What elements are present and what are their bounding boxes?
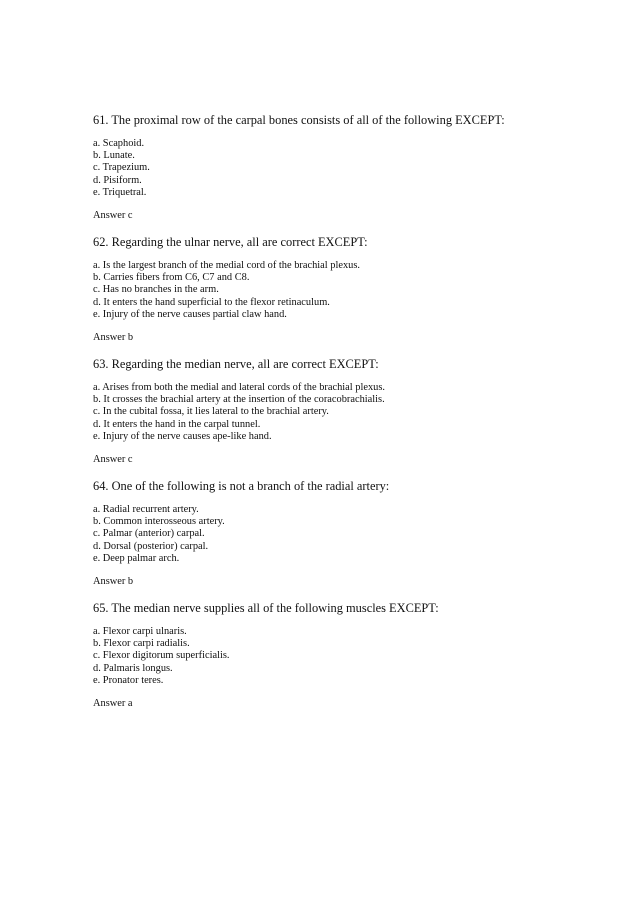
question-text: 65. The median nerve supplies all of the following muscles EXCEPT:: [93, 601, 439, 616]
answer-text: Answer c: [93, 210, 133, 222]
question-63: [93, 357, 593, 466]
option-item: e. Deep palmar arch.: [93, 552, 180, 564]
document-page: [93, 113, 593, 710]
option-item: b. Carries fibers from C6, C7 and C8.: [93, 272, 250, 284]
option-item: d. Palmaris longus.: [93, 662, 173, 674]
question-64: [93, 479, 593, 588]
option-item: d. Dorsal (posterior) carpal.: [93, 540, 209, 552]
option-item: c. Trapezium.: [93, 162, 150, 174]
option-item: a. Radial recurrent artery.: [93, 504, 199, 516]
answer-text: Answer c: [93, 454, 133, 466]
answer-text: Answer b: [93, 332, 134, 344]
question-65: [93, 601, 593, 710]
option-item: c. Flexor digitorum superficialis.: [93, 650, 230, 662]
question-text: 64. One of the following is not a branch of the radial artery:: [93, 479, 390, 494]
options-list: [93, 382, 593, 443]
option-item: a. Arises from both the medial and lateral cords of the brachial plexus.: [93, 382, 385, 394]
option-item: e. Pronator teres.: [93, 674, 164, 686]
option-item: d. It enters the hand in the carpal tunnel.: [93, 418, 261, 430]
option-item: b. It crosses the brachial artery at the insertion of the coracobrachialis.: [93, 394, 385, 406]
question-text: 61. The proximal row of the carpal bones consists of all of the following EXCEPT:: [93, 113, 505, 127]
option-item: a. Is the largest branch of the medial cord of the brachial plexus.: [93, 260, 360, 272]
option-item: b. Flexor carpi radialis.: [93, 638, 190, 650]
options-list: [93, 626, 593, 687]
option-item: c. Palmar (anterior) carpal.: [93, 528, 205, 540]
option-item: a. Flexor carpi ulnaris.: [93, 626, 187, 638]
options-list: [93, 504, 593, 565]
question-61: [93, 113, 593, 222]
answer-text: Answer a: [93, 698, 133, 710]
question-62: [93, 235, 593, 344]
option-item: a. Scaphoid.: [93, 138, 145, 149]
question-text: 62. Regarding the ulnar nerve, all are correct EXCEPT:: [93, 235, 368, 250]
option-item: e. Triquetral.: [93, 186, 147, 198]
option-item: c. In the cubital fossa, it lies lateral to the brachial artery.: [93, 406, 329, 418]
option-item: b. Common interosseous artery.: [93, 516, 225, 528]
option-item: c. Has no branches in the arm.: [93, 284, 219, 296]
option-item: d. Pisiform.: [93, 174, 142, 186]
option-item: d. It enters the hand superficial to the flexor retinaculum.: [93, 296, 330, 308]
option-item: b. Lunate.: [93, 150, 135, 162]
option-item: e. Injury of the nerve causes ape-like hand.: [93, 430, 272, 442]
options-list: [93, 260, 593, 321]
option-item: e. Injury of the nerve causes partial claw hand.: [93, 308, 287, 320]
question-text: 63. Regarding the median nerve, all are correct EXCEPT:: [93, 357, 379, 372]
answer-text: Answer b: [93, 576, 134, 588]
options-list: [93, 138, 593, 199]
